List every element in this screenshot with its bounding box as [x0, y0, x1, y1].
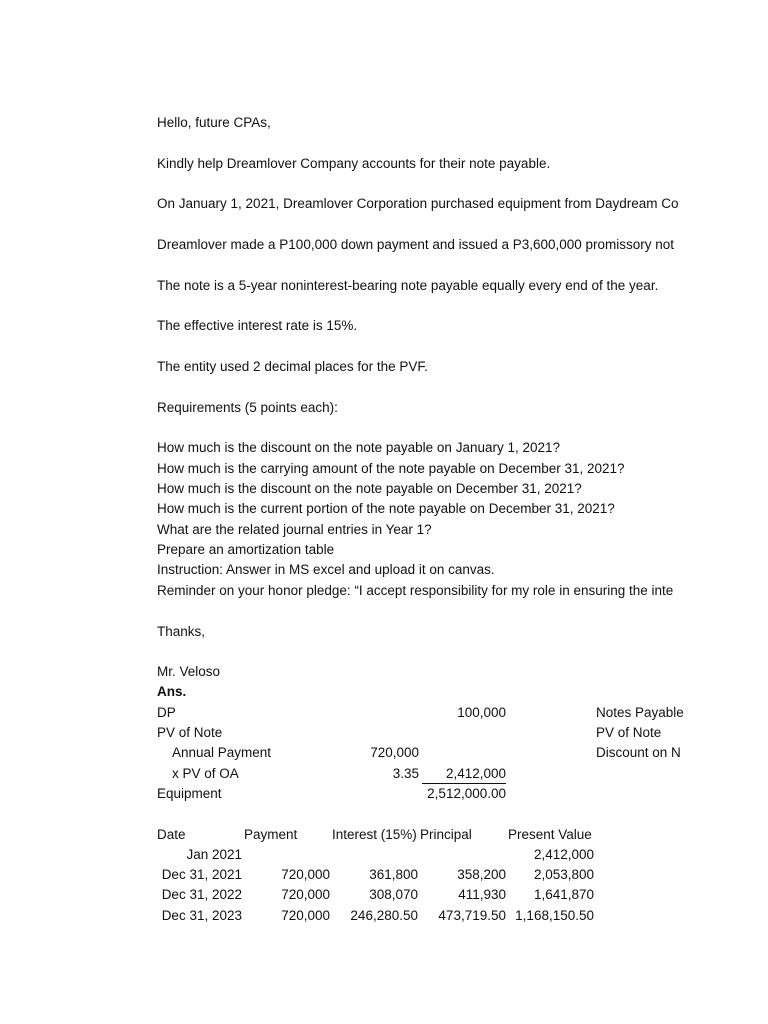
requirement-item: How much is the current portion of the note payable on December 31, 2021?	[157, 501, 615, 516]
cell-payment: 720,000	[281, 867, 330, 882]
requirements-heading: Requirements (5 points each):	[157, 400, 338, 415]
pv-oa-factor: 3.35	[392, 766, 419, 781]
pv-oa-label: x PV of OA	[172, 766, 239, 781]
cell-principal: 411,930	[458, 887, 506, 902]
equipment-value: 2,512,000.00	[427, 786, 506, 801]
cell-principal: 358,200	[457, 867, 506, 882]
requirement-item: Reminder on your honor pledge: “I accept responsibility for my role in ensuring the inte	[157, 583, 674, 598]
paragraph-pvf: The entity used 2 decimal places for the PVF.	[157, 359, 428, 374]
cell-date: Dec 31, 2021	[161, 867, 242, 882]
requirement-item: How much is the carrying amount of the note payable on December 31, 2021?	[157, 461, 625, 476]
cell-date: Jan 2021	[186, 847, 242, 862]
table-header-principal: Principal	[420, 827, 472, 842]
sum-divider	[422, 783, 506, 784]
journal-account: PV of Note	[596, 725, 662, 740]
cell-present-value: 1,641,870	[533, 887, 594, 902]
annual-payment-value: 720,000	[370, 745, 419, 760]
requirement-item: Instruction: Answer in MS excel and upload it on canvas.	[157, 562, 495, 577]
annual-payment-label: Annual Payment	[172, 745, 272, 760]
answer-heading: Ans.	[157, 684, 187, 699]
table-header-payment: Payment	[244, 827, 298, 842]
pv-oa-value: 2,412,000	[445, 766, 506, 781]
cell-date: Dec 31, 2022	[161, 887, 242, 902]
paragraph-down-payment: Dreamlover made a P100,000 down payment and issued a P3,600,000 promissory not	[157, 237, 675, 252]
requirement-item: How much is the discount on the note payable on January 1, 2021?	[157, 440, 561, 455]
paragraph-note-terms: The note is a 5-year noninterest-bearing note payable equally every end of the year.	[157, 278, 659, 293]
cell-present-value: 2,053,800	[533, 867, 594, 882]
cell-interest: 361,800	[369, 867, 418, 882]
paragraph-purchase: On January 1, 2021, Dreamlover Corporation purchased equipment from Daydream Co	[157, 196, 679, 211]
cell-interest: 308,070	[369, 887, 418, 902]
dp-label: DP	[157, 705, 176, 720]
cell-payment: 720,000	[281, 887, 330, 902]
cell-present-value: 2,412,000	[533, 847, 594, 862]
paragraph-interest-rate: The effective interest rate is 15%.	[157, 318, 358, 333]
cell-interest: 246,280.50	[350, 908, 418, 923]
cell-principal: 473,719.50	[438, 908, 506, 923]
signature: Mr. Veloso	[157, 664, 221, 679]
table-header-present-value: Present Value	[508, 827, 592, 842]
requirement-item: What are the related journal entries in Year 1?	[157, 522, 432, 537]
closing-thanks: Thanks,	[157, 624, 206, 639]
pv-note-label: PV of Note	[157, 725, 223, 740]
journal-account: Discount on N	[596, 745, 681, 760]
table-header-interest: Interest (15%)	[332, 827, 417, 842]
intro-paragraph: Kindly help Dreamlover Company accounts for their note payable.	[157, 156, 551, 171]
dp-value: 100,000	[457, 705, 506, 720]
requirement-item: How much is the discount on the note payable on December 31, 2021?	[157, 481, 582, 496]
journal-account: Notes Payable	[596, 705, 684, 720]
cell-present-value: 1,168,150.50	[515, 908, 594, 923]
cell-date: Dec 31, 2023	[161, 908, 242, 923]
equipment-label: Equipment	[157, 786, 222, 801]
cell-payment: 720,000	[281, 908, 330, 923]
greeting: Hello, future CPAs,	[157, 115, 271, 130]
requirement-item: Prepare an amortization table	[157, 542, 335, 557]
table-header-date: Date	[157, 827, 186, 842]
